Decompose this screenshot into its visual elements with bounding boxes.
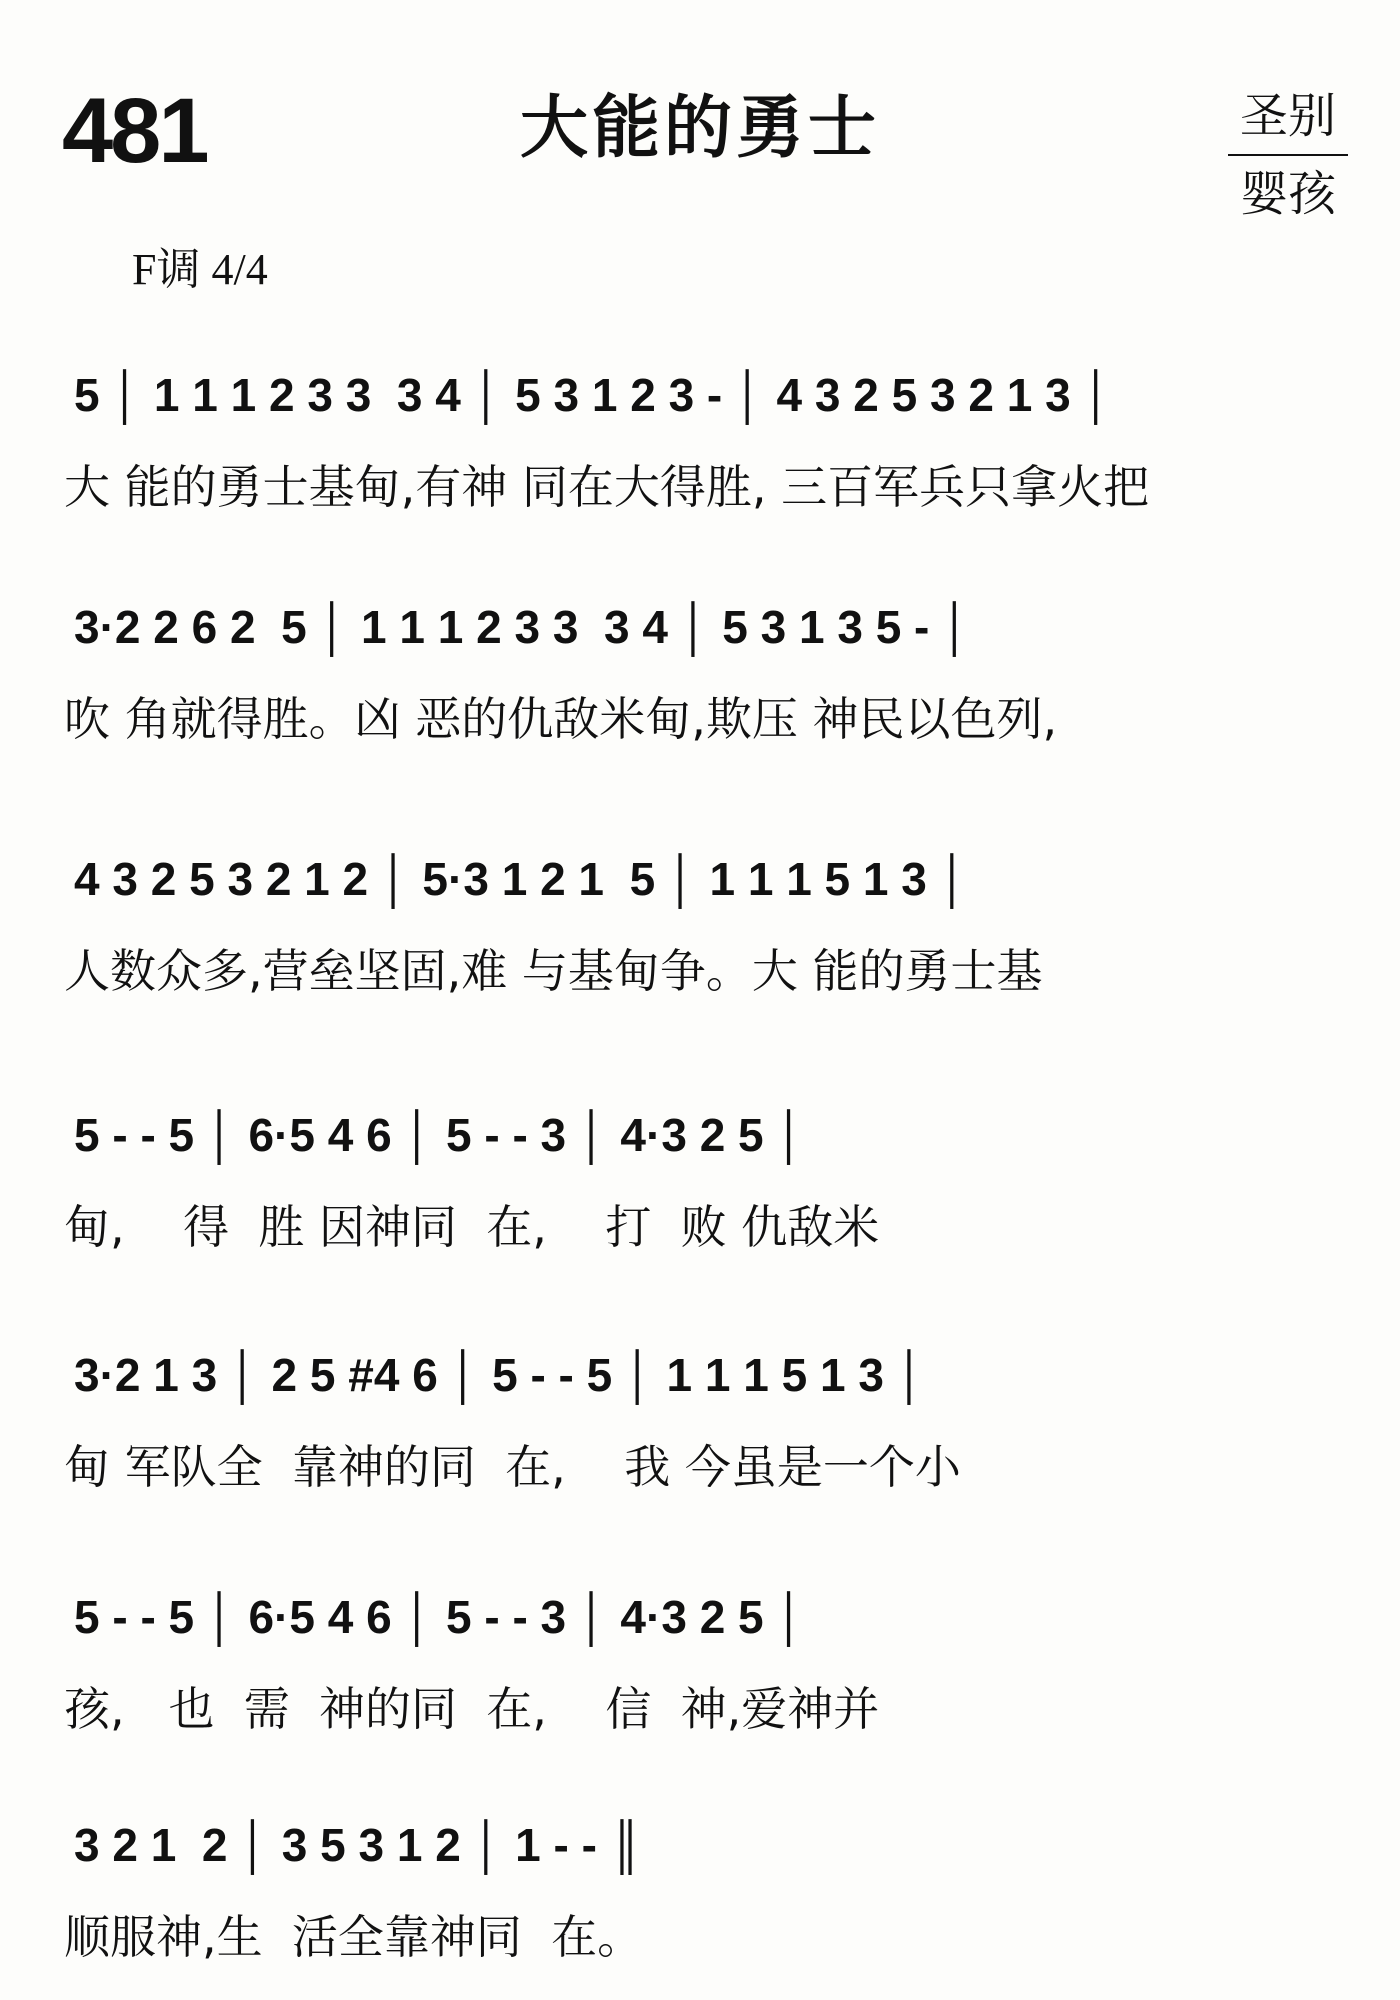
lyric-line: 孩, 也 需 神的同 在, 信 神,爱神并	[64, 1682, 880, 1736]
notation-line: 3·2 2 6 2 5 │ 1 1 1 2 3 3 3 4 │ 5 3 1 3 5 - │	[74, 601, 971, 653]
notation-line: 5 │ 1 1 1 2 3 3 3 4 │ 5 3 1 2 3 - │ 4 3 2 5 3 2 1 3 │	[74, 369, 1113, 421]
score-line-7	[0, 1819, 1400, 1992]
notation-line: 3·2 1 3 │ 2 5 #4 6 │ 5 - - 5 │ 1 1 1 5 1 3 │	[74, 1349, 926, 1401]
hymn-title: 大能的勇士	[519, 89, 880, 168]
score-line-1	[0, 369, 1400, 542]
lyric-line: 大 能的勇士基甸,有神 同在大得胜, 三百军兵只拿火把	[64, 460, 1150, 514]
lyric-line: 顺服神,生 活全靠神同 在。	[64, 1910, 644, 1964]
score-line-4	[0, 1109, 1400, 1282]
score-line-3	[0, 853, 1400, 1026]
lyric-line: 甸, 得 胜 因神同 在, 打 败 仇敌米	[64, 1200, 880, 1254]
score-line-6	[0, 1591, 1400, 1764]
lyric-line: 人数众多,营垒坚固,难 与基甸争。大 能的勇士基	[64, 944, 1043, 998]
notation-line: 5 - - 5 │ 6·5 4 6 │ 5 - - 3 │ 4·3 2 5 │	[74, 1109, 806, 1161]
notation-line: 3 2 1 2 │ 3 5 3 1 2 │ 1 - - ║	[74, 1819, 643, 1871]
category-label	[1228, 88, 1348, 222]
lyric-line: 甸 军队全 靠神的同 在, 我 今虽是一个小	[64, 1440, 961, 1494]
notation-line: 5 - - 5 │ 6·5 4 6 │ 5 - - 3 │ 4·3 2 5 │	[74, 1591, 806, 1643]
lyric-line: 吹 角就得胜。凶 恶的仇敌米甸,欺压 神民以色列,	[64, 692, 1058, 746]
score-line-2	[0, 601, 1400, 774]
category-bottom: 婴孩	[1239, 166, 1336, 222]
notation-line: 4 3 2 5 3 2 1 2 │ 5·3 1 2 1 5 │ 1 1 1 5 1 3 │	[74, 853, 969, 905]
hymn-number: 481	[62, 80, 207, 182]
score-line-5	[0, 1349, 1400, 1522]
key-signature: F调 4/4	[132, 245, 268, 294]
category-top: 圣别	[1228, 92, 1348, 156]
